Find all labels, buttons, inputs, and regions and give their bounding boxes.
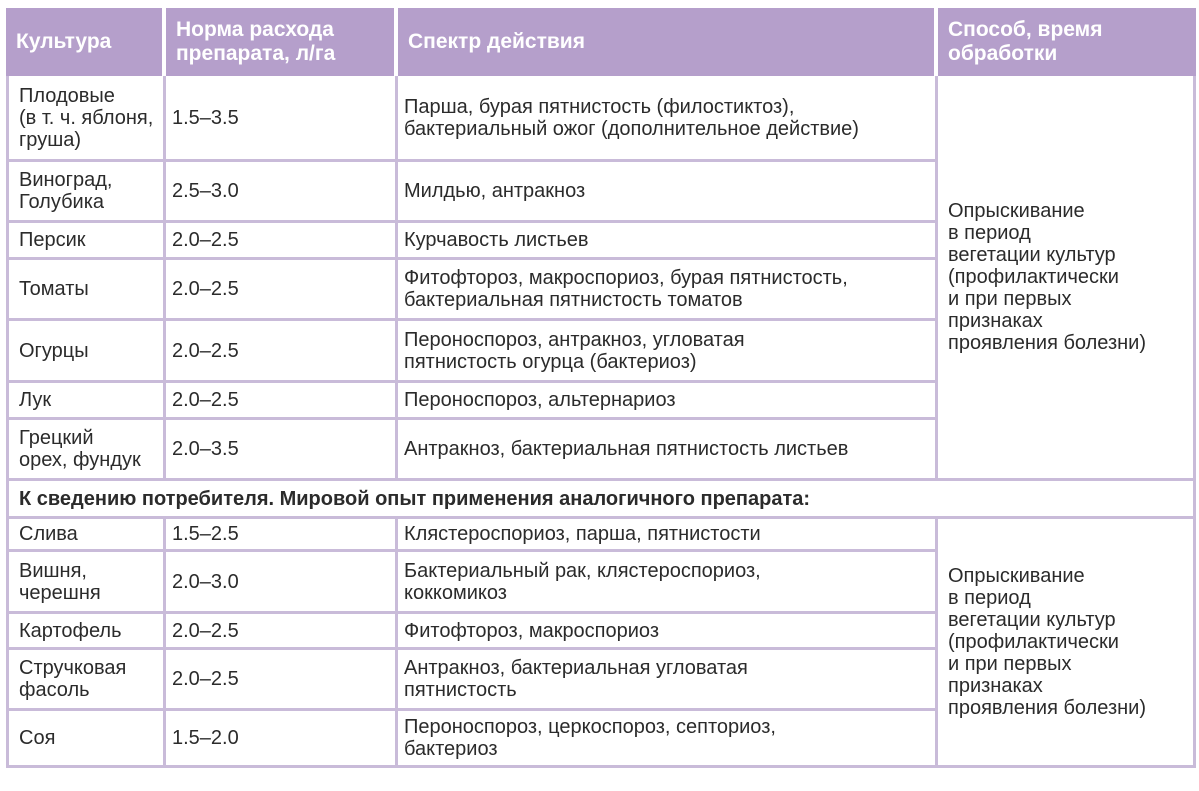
spectrum-cell: Антракноз, бактериальная угловатая пятнистость bbox=[398, 650, 938, 711]
table-row bbox=[6, 76, 1196, 162]
spectrum-cell: Антракноз, бактериальная пятнистость листьев bbox=[398, 420, 938, 481]
table-row bbox=[6, 519, 1196, 552]
crop-cell: Соя bbox=[6, 711, 166, 768]
crop-cell: Виноград, Голубика bbox=[6, 162, 166, 223]
rate-cell: 2.0–2.5 bbox=[166, 260, 398, 321]
rate-cell: 1.5–2.5 bbox=[166, 519, 398, 552]
crop-cell: Стручковая фасоль bbox=[6, 650, 166, 711]
rate-cell: 2.0–2.5 bbox=[166, 614, 398, 650]
crop-cell: Грецкий орех, фундук bbox=[6, 420, 166, 481]
header-crop: Культура bbox=[6, 8, 166, 76]
rate-cell: 2.0–3.0 bbox=[166, 552, 398, 614]
spectrum-cell: Пероноспороз, антракноз, угловатая пятнистость огурца (бактериоз) bbox=[398, 321, 938, 383]
consumer-note: К сведению потребителя. Мировой опыт применения аналогичного препарата: bbox=[6, 481, 1196, 519]
rate-cell: 2.0–2.5 bbox=[166, 223, 398, 260]
method-cell: Опрыскивание в период вегетации культур (профилактически и при первых признаках проявления болезни) bbox=[938, 76, 1196, 481]
header-row bbox=[6, 8, 1196, 76]
spectrum-cell: Пероноспороз, церкоспороз, септориоз, бактериоз bbox=[398, 711, 938, 768]
header-rate: Норма расхода препарата, л/га bbox=[166, 8, 398, 76]
spectrum-cell: Парша, бурая пятнистость (филостиктоз), бактериальный ожог (дополнительное действие) bbox=[398, 76, 938, 162]
rate-cell: 1.5–2.0 bbox=[166, 711, 398, 768]
crop-cell: Персик bbox=[6, 223, 166, 260]
note-row bbox=[6, 481, 1196, 519]
spectrum-cell: Фитофтороз, макроспориоз, бурая пятнистость, бактериальная пятнистость томатов bbox=[398, 260, 938, 321]
rate-cell: 2.5–3.0 bbox=[166, 162, 398, 223]
spectrum-cell: Пероноспороз, альтернариоз bbox=[398, 383, 938, 420]
crop-cell: Слива bbox=[6, 519, 166, 552]
spectrum-cell: Клястероспориоз, парша, пятнистости bbox=[398, 519, 938, 552]
crop-cell: Огурцы bbox=[6, 321, 166, 383]
spectrum-cell: Бактериальный рак, клястероспориоз, коккомикоз bbox=[398, 552, 938, 614]
header-spectrum: Спектр действия bbox=[398, 8, 938, 76]
rate-cell: 2.0–2.5 bbox=[166, 650, 398, 711]
treatment-table bbox=[6, 8, 1196, 768]
treatment-table-container bbox=[6, 8, 1196, 768]
crop-cell: Лук bbox=[6, 383, 166, 420]
crop-cell: Картофель bbox=[6, 614, 166, 650]
spectrum-cell: Курчавость листьев bbox=[398, 223, 938, 260]
crop-cell: Томаты bbox=[6, 260, 166, 321]
crop-cell: Плодовые (в т. ч. яблоня, груша) bbox=[6, 76, 166, 162]
method-cell: Опрыскивание в период вегетации культур (профилактически и при первых признаках проявления болезни) bbox=[938, 519, 1196, 768]
crop-cell: Вишня, черешня bbox=[6, 552, 166, 614]
rate-cell: 1.5–3.5 bbox=[166, 76, 398, 162]
rate-cell: 2.0–2.5 bbox=[166, 321, 398, 383]
rate-cell: 2.0–3.5 bbox=[166, 420, 398, 481]
spectrum-cell: Фитофтороз, макроспориоз bbox=[398, 614, 938, 650]
header-method: Способ, время обработки bbox=[938, 8, 1196, 76]
rate-cell: 2.0–2.5 bbox=[166, 383, 398, 420]
spectrum-cell: Милдью, антракноз bbox=[398, 162, 938, 223]
